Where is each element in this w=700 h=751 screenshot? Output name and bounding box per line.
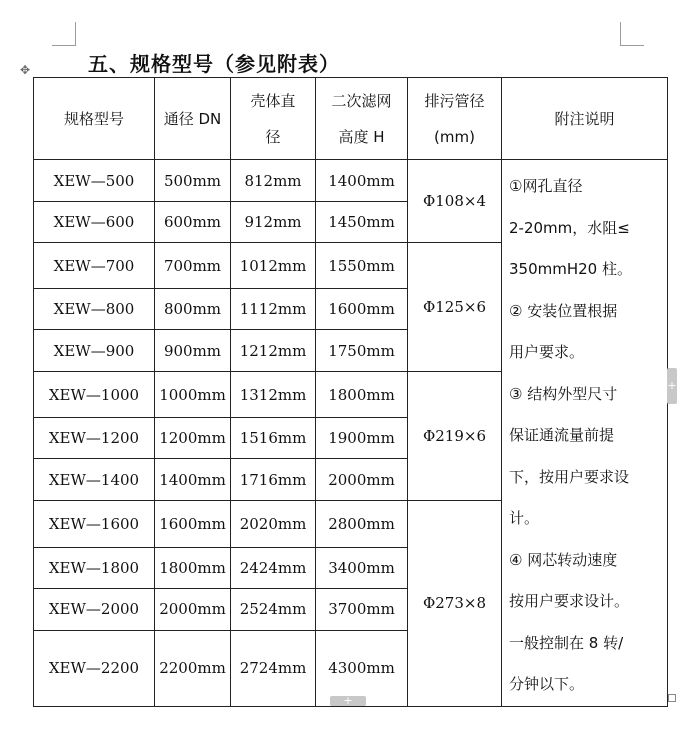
cell-drain[interactable]: Φ108×4 <box>408 160 502 243</box>
cell-model[interactable]: XEW—1600 <box>34 501 155 547</box>
cell-model[interactable]: XEW—2000 <box>34 588 155 630</box>
cell-shell[interactable]: 1112mm <box>231 289 316 330</box>
cell-shell[interactable]: 2020mm <box>231 501 316 547</box>
table-move-icon[interactable]: ✥ <box>19 63 31 77</box>
cell-dn[interactable]: 2200mm <box>155 630 231 706</box>
cell-model[interactable]: XEW—500 <box>34 160 155 202</box>
cell-drain[interactable]: Φ219×6 <box>408 372 502 501</box>
note-line: 分钟以下。 <box>509 675 585 693</box>
header-drain-pipe[interactable]: 排污管径 (mm) <box>408 78 502 160</box>
cell-shell[interactable]: 1716mm <box>231 459 316 501</box>
page-corner-mark-top-left <box>75 22 76 46</box>
cell-filter[interactable]: 2000mm <box>316 459 408 501</box>
cell-shell[interactable]: 2424mm <box>231 547 316 588</box>
section-heading: 五、规格型号（参见附表） <box>88 52 340 76</box>
table-header-row <box>34 78 668 160</box>
cell-filter[interactable]: 4300mm <box>316 630 408 706</box>
cell-drain[interactable]: Φ273×8 <box>408 501 502 706</box>
table-resize-handle[interactable] <box>668 694 676 702</box>
note-line: 用户要求。 <box>509 343 585 361</box>
note-line: ④ 网芯转动速度 <box>509 550 618 569</box>
page-corner-mark-top-left <box>52 45 76 46</box>
header-dn[interactable]: 通径 DN <box>155 78 231 160</box>
cell-dn[interactable]: 700mm <box>155 243 231 289</box>
cell-dn[interactable]: 2000mm <box>155 588 231 630</box>
cell-dn[interactable]: 1600mm <box>155 501 231 547</box>
cell-model[interactable]: XEW—700 <box>34 243 155 289</box>
cell-dn[interactable]: 800mm <box>155 289 231 330</box>
page-corner-mark-top-right <box>620 45 644 46</box>
cell-shell[interactable]: 812mm <box>231 160 316 202</box>
cell-model[interactable]: XEW—1400 <box>34 459 155 501</box>
cell-dn[interactable]: 1000mm <box>155 372 231 418</box>
cell-model[interactable]: XEW—1800 <box>34 547 155 588</box>
cell-model[interactable]: XEW—600 <box>34 202 155 243</box>
header-notes[interactable]: 附注说明 <box>502 78 668 160</box>
cell-shell[interactable]: 1012mm <box>231 243 316 289</box>
spec-table <box>33 77 668 707</box>
note-line: ② 安装位置根据 <box>509 301 618 320</box>
cell-filter[interactable]: 2800mm <box>316 501 408 547</box>
cell-filter[interactable]: 1900mm <box>316 418 408 459</box>
note-line: 保证通流量前提 <box>509 426 615 444</box>
cell-shell[interactable]: 1516mm <box>231 418 316 459</box>
cell-dn[interactable]: 900mm <box>155 330 231 372</box>
cell-dn[interactable]: 500mm <box>155 160 231 202</box>
notes-cell[interactable] <box>502 160 668 707</box>
cell-filter[interactable]: 1600mm <box>316 289 408 330</box>
cell-filter[interactable]: 1800mm <box>316 372 408 418</box>
cell-dn[interactable]: 1200mm <box>155 418 231 459</box>
header-filter-height[interactable]: 二次滤网 高度 H <box>316 78 408 160</box>
table-row <box>34 160 668 202</box>
note-line: 350mmH20 柱。 <box>509 260 632 278</box>
cell-drain[interactable]: Φ125×6 <box>408 243 502 372</box>
add-row-icon[interactable]: + <box>330 696 366 706</box>
note-line: ①网孔直径 <box>509 177 583 195</box>
cell-model[interactable]: XEW—1200 <box>34 418 155 459</box>
cell-filter[interactable]: 3700mm <box>316 588 408 630</box>
cell-shell[interactable]: 2524mm <box>231 588 316 630</box>
cell-filter[interactable]: 1550mm <box>316 243 408 289</box>
note-line: 按用户要求设计。 <box>509 592 630 610</box>
cell-filter[interactable]: 1400mm <box>316 160 408 202</box>
add-column-icon[interactable]: + <box>667 368 677 404</box>
cell-filter[interactable]: 1750mm <box>316 330 408 372</box>
note-line: 2-20mm，水阻≤ <box>509 218 630 237</box>
header-model[interactable]: 规格型号 <box>34 78 155 160</box>
page-corner-mark-top-right <box>620 22 621 46</box>
cell-filter[interactable]: 1450mm <box>316 202 408 243</box>
note-line: 下，按用户要求设 <box>509 467 630 486</box>
cell-model[interactable]: XEW—800 <box>34 289 155 330</box>
cell-model[interactable]: XEW—2200 <box>34 630 155 706</box>
cell-shell[interactable]: 1212mm <box>231 330 316 372</box>
cell-dn[interactable]: 1800mm <box>155 547 231 588</box>
note-line: 一般控制在 8 转/ <box>509 633 624 652</box>
header-shell-diameter[interactable]: 壳体直 径 <box>231 78 316 160</box>
cell-model[interactable]: XEW—1000 <box>34 372 155 418</box>
cell-dn[interactable]: 1400mm <box>155 459 231 501</box>
cell-filter[interactable]: 3400mm <box>316 547 408 588</box>
cell-dn[interactable]: 600mm <box>155 202 231 243</box>
cell-model[interactable]: XEW—900 <box>34 330 155 372</box>
cell-shell[interactable]: 912mm <box>231 202 316 243</box>
cell-shell[interactable]: 1312mm <box>231 372 316 418</box>
note-line: ③ 结构外型尺寸 <box>509 384 618 403</box>
cell-shell[interactable]: 2724mm <box>231 630 316 706</box>
note-line: 计。 <box>509 509 540 527</box>
